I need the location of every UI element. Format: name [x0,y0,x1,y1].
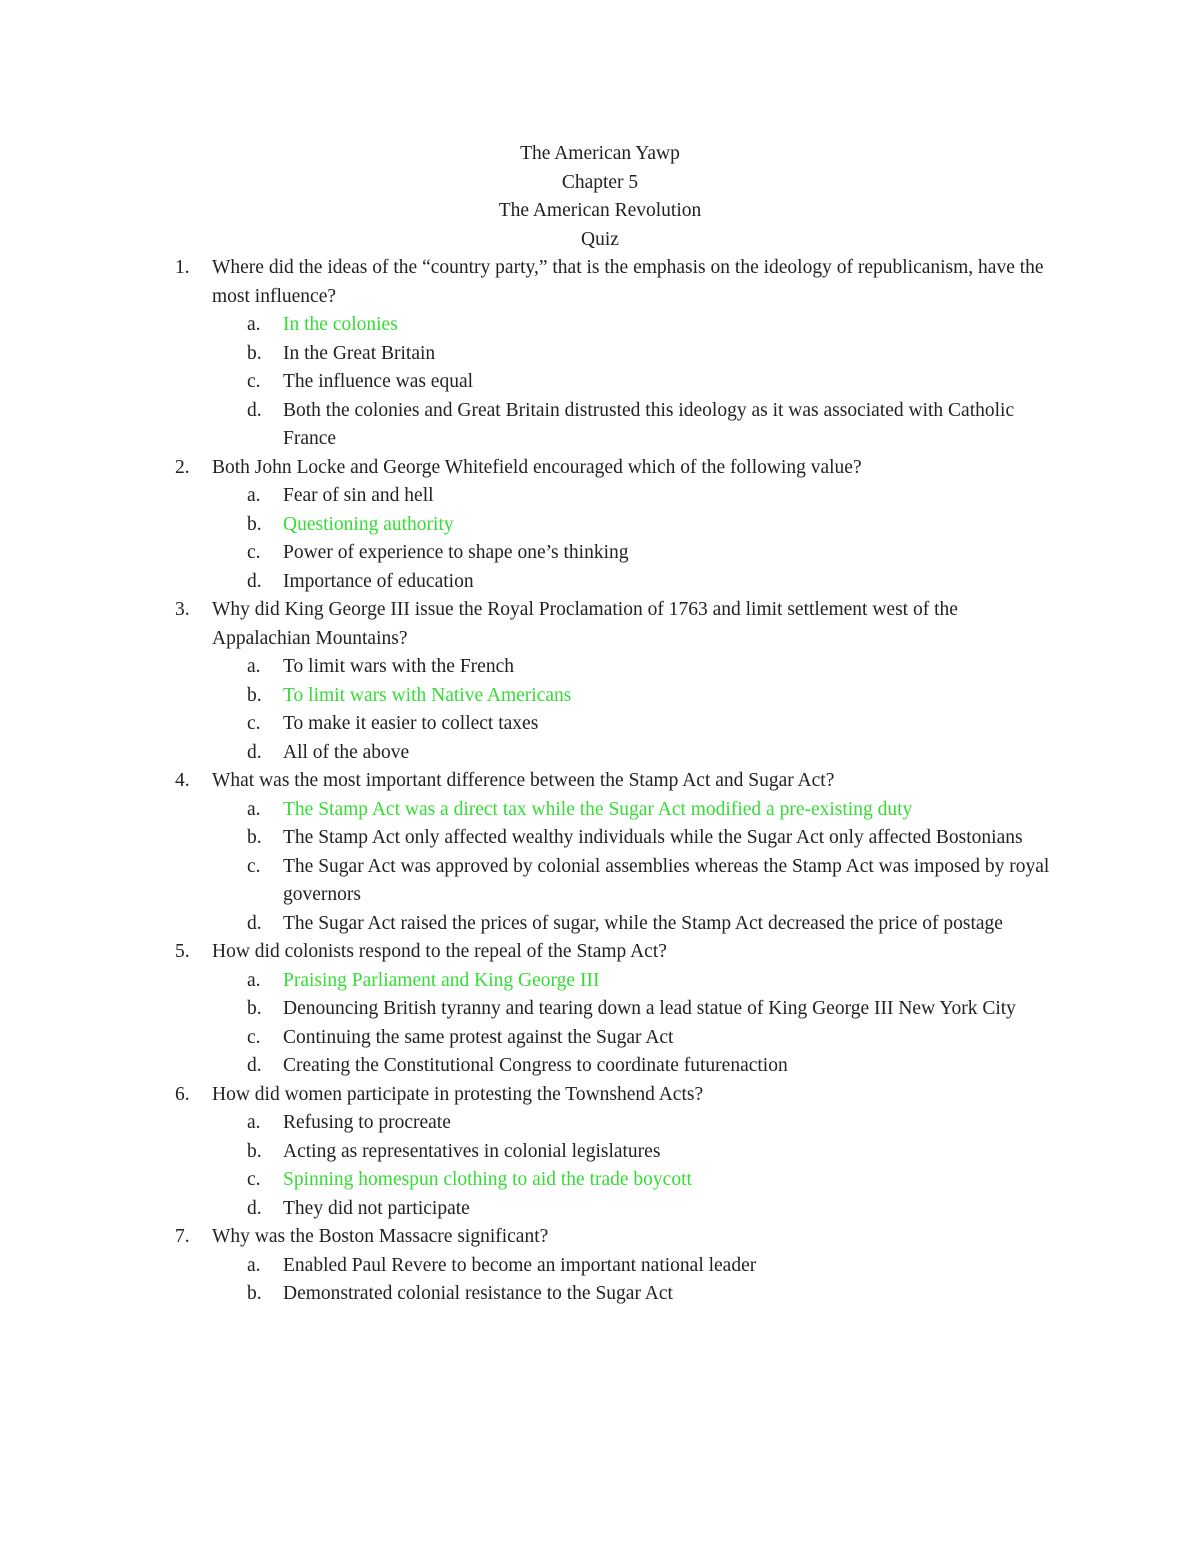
option-letter: c. [247,713,261,734]
document-page [0,140,1200,1309]
quiz-label: Quiz [581,228,619,250]
quiz-question [0,938,1200,1081]
option-letter: b. [247,513,262,535]
option-text: Refusing to procreate [283,1112,451,1133]
option-letter: c. [247,1026,261,1048]
option-letter: a. [247,314,261,335]
question-number: 6. [175,1083,190,1105]
question-number: 2. [175,456,190,478]
answer-option [212,995,1060,1024]
option-text: To make it easier to collect taxes [283,713,539,734]
option-text: Acting as representatives in colonial legislatures [283,1140,661,1162]
answer-option-correct [212,311,1060,340]
option-text: All of the above [283,741,410,763]
option-letter: b. [247,342,262,364]
option-text: The Stamp Act was a direct tax while the Sugar Act modified a pre-existing duty [283,798,913,820]
option-text: To limit wars with the French [283,656,514,677]
question-text: Why did King George III issue the Royal Proclamation of 1763 and limit settlement west of the Appalachian Mountains? [212,599,958,649]
document-title: The American Yawp [520,143,680,164]
option-text: The influence was equal [283,371,474,392]
option-letter: a. [247,485,261,506]
option-text: In the Great Britain [283,342,436,364]
answer-option-correct [212,682,1060,711]
option-letter: d. [247,570,262,592]
quiz-question [0,454,1200,597]
answer-option [212,853,1060,910]
option-letter: d. [247,741,262,763]
option-letter: b. [247,1140,262,1162]
question-text: Where did the ideas of the “country party,” that is the emphasis on the ideology of republicanism, have the most influence? [212,257,1044,307]
answer-option [212,539,1060,568]
option-text: To limit wars with Native Americans [283,684,572,706]
question-number: 3. [175,599,190,620]
question-number: 7. [175,1226,190,1247]
answer-option [212,710,1060,739]
answer-option [212,739,1060,768]
question-number: 5. [175,941,190,962]
answer-option [212,1252,1060,1281]
option-text: Demonstrated colonial resistance to the Sugar Act [283,1283,673,1304]
option-text: Enabled Paul Revere to become an important national leader [283,1254,757,1276]
answer-option [212,397,1060,454]
option-letter: b. [247,684,262,706]
option-text: Questioning authority [283,513,454,535]
answer-option [212,1024,1060,1053]
option-text: Both the colonies and Great Britain distrusted this ideology as it was associated with Catholic France [283,399,1015,449]
question-number: 4. [175,770,190,791]
option-text: The Sugar Act was approved by colonial assemblies whereas the Stamp Act was imposed by royal governors [283,855,1050,905]
option-letter: c. [247,542,261,563]
option-text: Praising Parliament and King George III [283,969,600,991]
question-list [0,254,1200,1309]
answer-option [212,340,1060,369]
quiz-question [0,767,1200,938]
option-letter: a. [247,798,261,820]
answer-option [212,1280,1060,1309]
question-text: What was the most important difference between the Stamp Act and Sugar Act? [212,770,835,791]
option-letter: d. [247,1055,262,1076]
answer-option [212,368,1060,397]
option-letter: c. [247,371,261,392]
quiz-question [0,1223,1200,1309]
option-text: Creating the Constitutional Congress to coordinate futurenaction [283,1055,788,1076]
option-text: Denouncing British tyranny and tearing down a lead statue of King George III New York City [283,998,1016,1019]
question-text: Why was the Boston Massacre significant? [212,1226,549,1247]
option-letter: a. [247,969,261,991]
option-text: The Stamp Act only affected wealthy individuals while the Sugar Act only affected Bostonians [283,827,1023,848]
answer-option [212,1195,1060,1224]
answer-option [212,1109,1060,1138]
option-text: They did not participate [283,1197,470,1219]
question-text: How did colonists respond to the repeal of the Stamp Act? [212,941,667,962]
option-text: In the colonies [283,314,398,335]
answer-option-correct [212,796,1060,825]
answer-option [212,1052,1060,1081]
option-letter: a. [247,1112,261,1133]
option-letter: a. [247,656,261,677]
option-text: Importance of education [283,570,474,592]
quiz-question [0,1081,1200,1224]
question-number: 1. [175,257,190,278]
answer-option-correct [212,511,1060,540]
chapter-title: The American Revolution [498,200,702,221]
chapter-label: Chapter 5 [561,171,639,193]
option-letter: d. [247,912,262,934]
answer-option [212,824,1060,853]
answer-option [212,653,1060,682]
option-text: The Sugar Act raised the prices of sugar, while the Stamp Act decreased the price of postage [283,912,1003,934]
option-text: Spinning homespun clothing to aid the trade boycott [283,1169,692,1190]
quiz-question [0,596,1200,767]
option-letter: d. [247,399,262,421]
question-text: Both John Locke and George Whitefield encouraged which of the following value? [212,456,862,478]
option-letter: b. [247,998,262,1019]
option-letter: d. [247,1197,262,1219]
answer-option [212,1138,1060,1167]
option-text: Power of experience to shape one’s thinking [283,542,629,563]
answer-option-correct [212,1166,1060,1195]
option-text: Continuing the same protest against the Sugar Act [283,1026,674,1048]
option-letter: b. [247,1283,262,1304]
option-text: Fear of sin and hell [283,485,434,506]
quiz-question [0,254,1200,454]
answer-option [212,482,1060,511]
answer-option-correct [212,967,1060,996]
question-text: How did women participate in protesting the Townshend Acts? [212,1083,704,1105]
answer-option [212,568,1060,597]
answer-option [212,910,1060,939]
option-letter: b. [247,827,262,848]
option-letter: c. [247,855,261,877]
option-letter: a. [247,1254,261,1276]
option-letter: c. [247,1169,261,1190]
